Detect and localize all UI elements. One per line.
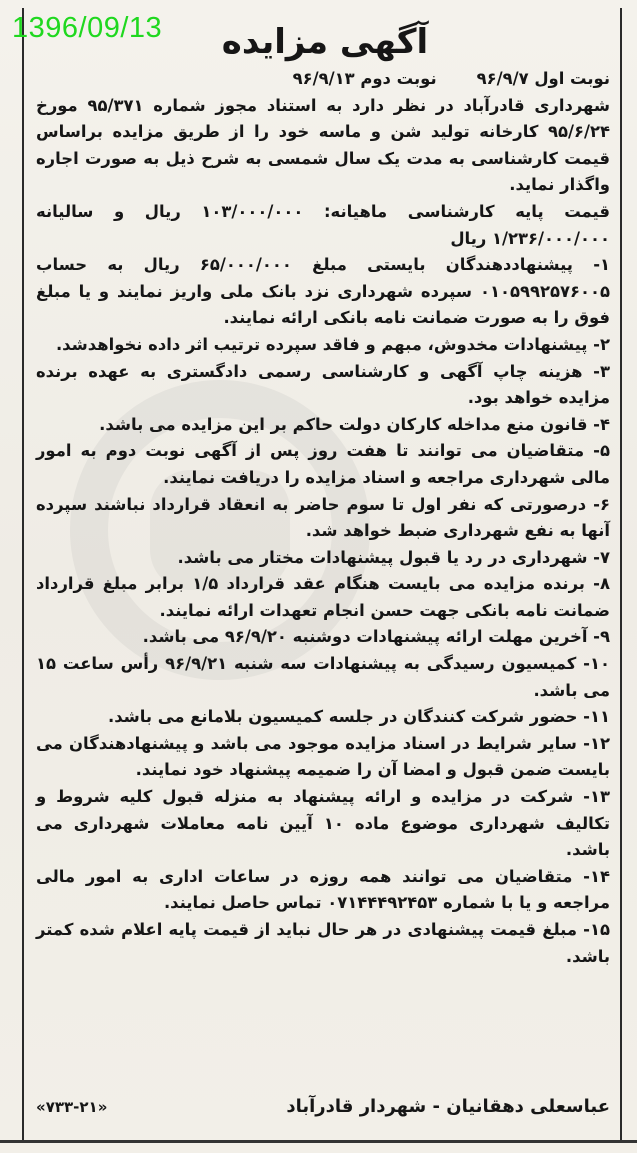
first-round: نوبت اول ۹۶/۹/۷ bbox=[476, 69, 610, 88]
condition-item: ۸- برنده مزایده می بایست هنگام عقد قرارداد ۱/۵ برابر مبلغ قرارداد ضمانت نامه بانکی جهت حسن انجام تعهدات ارائه نمایند. bbox=[36, 574, 611, 620]
signature-line bbox=[36, 1096, 610, 1117]
condition-item: ۱۱- حضور شرکت کنندگان در جلسه کمیسیون بلامانع می باشد. bbox=[107, 707, 610, 727]
stamp-date: 1396/09/13 bbox=[12, 12, 163, 44]
ad-code: «۷۳۳-۲۱» bbox=[36, 1097, 108, 1116]
condition-item: ۴- قانون منع مداخله کارکان دولت حاکم بر این مزایده می باشد. bbox=[99, 414, 610, 434]
condition-item: ۱- پیشنهاددهندگان بایستی مبلغ ۶۵/۰۰۰/۰۰۰ ریال به حساب ۰۱۰۵۹۹۲۵۷۶۰۰۵ سپرده شهرداری نزد بانک ملی واریز نمایند و یا مبلغ فوق را به صورت ضمانت نامه بانکی ارائه نمایند. bbox=[36, 255, 611, 328]
condition-item: ۳- هزینه چاپ آگهی و کارشناسی رسمی دادگستری به عهده برنده مزایده خواهد بود. bbox=[36, 361, 610, 408]
condition-item: ۱۴- متقاضیان می توانند همه روزه در ساعات اداری به امور مالی مراجعه و یا با شماره ۰۷۱۴۴۴۹۲۴۵۳ تماس حاصل نمایند. bbox=[36, 866, 610, 913]
condition-item: ۱۲- سایر شرایط در اسناد مزایده موجود می باشد و پیشنهادهندگان می بایست ضمن قبول و امضا آن را ضمیمه پیشنهاد خود نمایند. bbox=[36, 733, 610, 780]
second-round: نوبت دوم ۹۶/۹/۱۳ bbox=[292, 69, 437, 88]
notice-title: آگهی مزایده bbox=[221, 22, 429, 62]
condition-item: ۷- شهرداری در رد یا قبول پیشنهادات مختار می باشد. bbox=[177, 547, 610, 567]
condition-item: ۱۳- شرکت در مزایده و ارائه پیشنهاد به منزله قبول کلیه شروط و تکالیف شهرداری موضوع ماده ۱۰ آیین نامه معاملات شهرداری می باشد. bbox=[36, 787, 610, 860]
signatory: عباسعلی دهقانیان - شهردار قادرآباد bbox=[286, 1096, 610, 1117]
condition-item: ۱۵- مبلغ قیمت پیشنهادی در هر حال نباید از قیمت پایه اعلام شده کمتر باشد. bbox=[36, 920, 610, 966]
base-price: قیمت پایه کارشناسی ماهیانه: ۱۰۳/۰۰۰/۰۰۰ ریال و سالیانه ۱/۲۳۶/۰۰۰/۰۰۰ ریال bbox=[36, 201, 610, 248]
publication-rounds bbox=[36, 66, 610, 93]
condition-item: ۶- درصورتی که نفر اول تا سوم حاضر به انعقاد قرارداد نباشند سپرده آنها به نفع شهرداری ضبط خواهد شد. bbox=[36, 494, 610, 541]
notice-body bbox=[36, 66, 610, 970]
condition-item: ۵- متقاضیان می توانند تا هفت روز پس از آگهی نوبت دوم به امور مالی شهرداری مراجعه و اسناد مزایده را دریافت نمایند. bbox=[36, 441, 610, 487]
condition-item: ۲- پیشنهادات مخدوش، مبهم و فاقد سپرده ترتیب اثر داده نخواهدشد. bbox=[55, 334, 610, 354]
intro-paragraph: شهرداری قادرآباد در نظر دارد به استناد مجوز شماره ۹۵/۳۷۱ مورخ ۹۵/۶/۲۴ کارخانه تولید شن و ماسه خود را از طریق مزایده براساس قیمت کارشناسی به مدت یک سال شمسی به شرح ذیل به صورت اجاره واگذار نماید. bbox=[36, 95, 610, 195]
condition-item: ۱۰- کمیسیون رسیدگی به پیشنهادات سه شنبه ۹۶/۹/۲۱ رأس ساعت ۱۵ می باشد. bbox=[36, 654, 610, 700]
condition-item: ۹- آخرین مهلت ارائه پیشنهادات دوشنبه ۹۶/۹/۲۰ می باشد. bbox=[142, 627, 610, 647]
bottom-rule bbox=[0, 1140, 637, 1143]
